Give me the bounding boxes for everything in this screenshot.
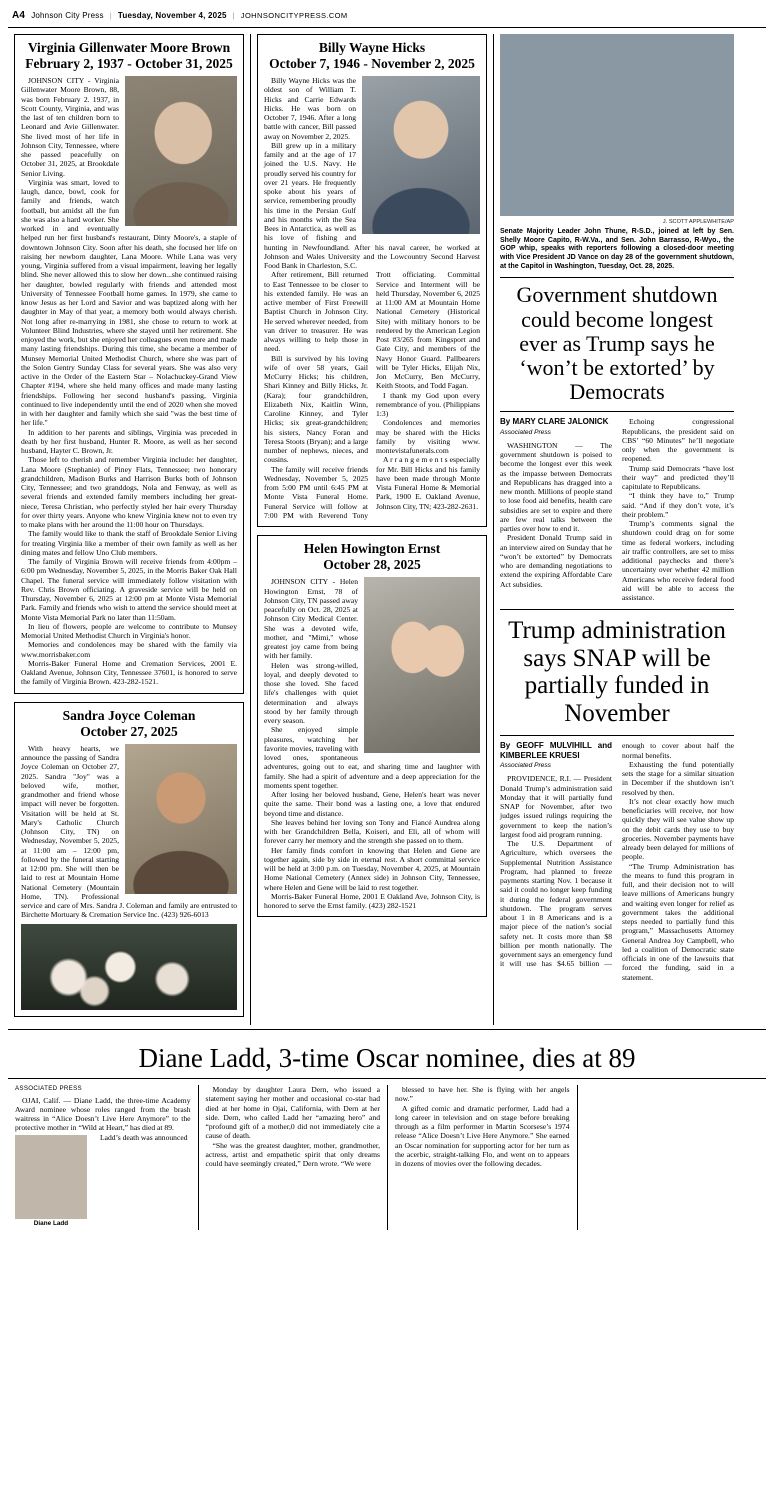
paragraph: With heavy hearts, we announce the passing of Sandra Joyce Coleman on October 27, 2025. Sandra "Joy" was a beloved wife, mother, grandmother and friend whose impact will never be forgotten. Visitation will be held at St. Mary's Catholic Church (Johnson City, TN) on Wednesday, November 5, 2025, at 11:00 am – 12:00 pm, followed by the funeral starting at 12:00 pm. She will then be laid to rest at Mountain Home National Cemetery (Mountain Home, TN). Professional service and care of Mrs. Sandra J. Coleman and family are entrusted to Birchette Mortuary & Cremation Service Inc. (423) 926-6013	[21, 743, 237, 920]
paragraph: The U.S. Department of Agriculture, which oversees the Supplemental Nutrition Assistance Program, had planned to freeze payments starting Nov. 1 because it said it could no longer keep funding it during the federal government shutdown. The program serves about 1 in 8 Americans and is a major piece of the nation’s social safety net. It costs more than $8 billion per month nationally. The government says an emergency fund it will use has $4.65 billion — enough to cover about half the normal benefits.	[500, 741, 734, 969]
news-photo-senate	[500, 34, 734, 216]
article-snap-body	[500, 741, 734, 982]
byline-agency: Associated Press	[500, 762, 551, 770]
byline-author: By GEOFF MULVIHILL and KIMBERLEE KRUESI	[500, 741, 612, 760]
paragraph: WASHINGTON — The government shutdown is poised to become the longest ever this week as the impasse between Democrats and Republicans has dragged into a new month. Millions of people stand to lose food aid benefits, health care subsidies are set to expire and there are few real talks between the parties over how to end it.	[500, 440, 612, 534]
bottom-story-rule	[8, 1029, 766, 1030]
column-middle	[251, 34, 494, 1025]
obituary-body-cont	[21, 428, 237, 687]
paragraph: Billy Wayne Hicks was the oldest son of William T. Hicks and Carrie Edwards Hicks. He was born on October 7, 1946. After a long battle with cancer, Bill passed away on November 2, 2025.	[264, 76, 356, 141]
paragraph: Morris-Baker Funeral Home, 2001 E Oakland Ave, Johnson City, is honored to serve the Ernst family. (423) 282-1521	[264, 891, 480, 911]
obituary-body	[264, 577, 480, 910]
headline-diane-ladd: Diane Ladd, 3-time Oscar nominee, dies at 89	[138, 1042, 636, 1073]
headline-shutdown: Government shutdown could become longest ever as Trump says he ‘won’t be extorted’ by Democrats	[516, 282, 718, 405]
paragraph: President Donald Trump said in an interview aired on Sunday that he “won’t be extorted” by Democrats who are demanding negotiations to extend the expiring Affordable Care Act subsidies.	[500, 533, 612, 589]
masthead-divider-1: |	[109, 11, 112, 20]
paragraph: Her family finds comfort in knowing that Helen and Gene are together again, side by side in eternal rest. A short committal service will be held at 3:00 p.m. on Tuesday, November 4, 2025, at Mountain Home National Cemetery (Annex side) in Johnson City, Tennessee, where Helen and Gene will be laid to rest together.	[264, 845, 480, 892]
paragraph: JOHNSON CITY - Helen Howington Ernst, 78 of Johnson City, TN passed away peacefully on Oct. 28, 2025 at Johnson City Medical Center. She was a devoted wife, mother, and "Mimi," whose greatest joy came from being with her family.	[264, 577, 358, 661]
paragraph: In addition to her parents and siblings, Virginia was preceded in death by her first husband, Hunter R. Moore, as well as her second husband, Hayter C. Brown, Jr.	[21, 427, 237, 456]
paragraph: PROVIDENCE, R.I. — President Donald Trump’s administration said Monday that it will partially fund SNAP for November, after two judges issued rulings requiring the government to keep the nation’s largest food aid program running.	[500, 774, 612, 839]
column-left	[8, 34, 251, 1025]
mugshot-caption: Diane Ladd	[33, 1219, 69, 1227]
column-right	[494, 34, 740, 1025]
obituary-virginia-brown	[14, 34, 244, 694]
obituary-dates: October 27, 2025	[80, 723, 178, 739]
funeral-flowers-photo	[21, 924, 237, 1010]
paragraph: Those left to cherish and remember Virginia include: her daughter, Lana Moore (Stephanie) of Piney Flats, Tennessee; two honorary grandchildren, Madison Burks and Harrison Burks both of Johnson City, Tennessee; and two granddogs, Nola and Fenway, as well as several friends and extended family members including her great-niece, Teresa Christian, who perfectly styled her hair every Thursday for over thirty years. Anyone who knew Virginia knew not to even try to make plans with her around the 11:00 hour on Thursdays.	[21, 455, 237, 530]
paragraph: Helen was strong-willed, loyal, and deeply devoted to those she loved. She faced life's challenges with quiet determination and always stood by her family through every season.	[264, 660, 358, 726]
paragraph: It’s not clear exactly how much beneficiaries will receive, nor how quickly they will see value show up on the debit cards they use to buy groceries. November payments have already been delayed for millions of people.	[622, 796, 734, 862]
paragraph: Echoing congressional Republicans, the president said on CBS’ “60 Minutes” he’ll negotiate only when the government is reopened.	[622, 417, 734, 464]
paragraph: Condolences and memories may be shared with the Hicks family by visiting www. montevistafunerals.com	[376, 418, 480, 456]
paragraph: She enjoyed simple pleasures, watching her favorite movies, traveling with loved ones, spontaneous adventures, going out to eat, and sharing time and laughter with family. She had a spirit of adventure and a deep appreciation for the moments spent together.	[264, 725, 480, 790]
bottom-col-1	[8, 1085, 198, 1230]
paragraph: Memories and condolences may be shared with the family via www.morrisbaker.com	[21, 640, 237, 659]
paragraph: A r r a n g e m e n t s especially for Mr. Bill Hicks and his family have been made through Monte Vista Funeral Home & Memorial Park, 1900 E. Oakland Avenue, Johnson City, TN; 423-282-2631.	[376, 455, 480, 511]
paragraph: OJAI, Calif. — Diane Ladd, the three-time Academy Award nominee whose roles ranged from the brash waitress in “Alice Doesn’t Live Here Anymore” to the protective mother in “Wild at Heart,” has died at 89.	[15, 1095, 191, 1133]
obituary-helen-ernst	[257, 535, 487, 917]
masthead-divider-2: |	[232, 11, 235, 20]
bottom-col-3	[387, 1085, 577, 1230]
byline-agency: Associated Press	[500, 428, 551, 436]
paragraph: After retirement, Bill returned to East Tennessee to be closer to his extended family. He was an active member of First Freewill Baptist Church in Johnson City. He served wherever needed, from van driver to treasurer. He was always willing to help those in need.	[264, 270, 368, 354]
obituary-billy-hicks	[257, 34, 487, 527]
photo-caption: Senate Majority Leader John Thune, R-S.D., joined at left by Sen. Shelly Moore Capito, R-W.Va., and Sen. John Barrasso, R-Wyo., the GOP whip, speaks with reporters following a closed-door meeting with Vice President JD Vance on day 28 of the government shutdown, at the Capitol in Washington, Tuesday, Oct. 28, 2025.	[500, 228, 734, 270]
paragraph: “She was the greatest daughter, mother, grandmother, actress, artist and empathetic spirit that only dreams could have seemingly created,” Dern wrote. “We were	[205, 1140, 380, 1169]
headline-snap: Trump administration says SNAP will be partially funded in November	[508, 617, 726, 727]
paragraph: Exhausting the fund potentially sets the stage for a similar situation in December if the shutdown isn’t resolved by then.	[622, 759, 734, 797]
bottom-headline-rule	[8, 1078, 766, 1079]
article-byline	[500, 417, 612, 437]
obituary-photo-virginia-brown	[125, 76, 237, 226]
section-rule-2	[500, 411, 734, 412]
article-byline	[500, 741, 612, 770]
obituary-dates: February 2, 1937 - October 31, 2025	[25, 56, 233, 72]
paragraph: Virginia was smart, loved to laugh, dance, bowl, cook for family and friends, watch football, but amidst all the fun she was also a hard worker. She worked in and eventually helped run her first husband's restaurant, Dinty Moore's, a staple of downtown Johnson City. Soon after his death, she focused her life on raising her newborn daughter, Lana Moore. While Lana was very young, Virginia suffered from a visual impairment, leaving her legally blind. She never allowed this to slow her down...she continued raising her daughter, bowled regularly with friends and attended most University of Tennessee Football home games. In 1979, she came to know Jesus as her Lord and Savior and was baptized along with her daughter in May of that year, a memory both would always cherish. Not long after re-marrying in 1981, she chose to return to work at Volunteer Blind Industries, where she stayed until her retirement. She enjoyed the work, but she enjoyed her colleagues even more and made many lasting friendships. During this time, she became a member of Munsey Memorial United Methodist Church, where she was part of the Solon Gentry Sunday Class for several years. She was also very active in the Order of the Eastern Star – Nolachuckey-Grand View Chapter #194, where she held many offices and made many lasting friendships. Following her second husband's passing, Virginia continued to live independently until the end of 2020 when she moved in with her daughter and family which she said "was the best time of her life."	[21, 177, 237, 428]
section-rule-4	[500, 735, 734, 736]
paragraph: She leaves behind her loving son Tony and Fiancé Aundrea along with her Grandchildren Bella, Koiseri, and Eli, all of whom will forever carry her memory and the strength she passed on to them.	[264, 817, 480, 846]
obituary-name: Virginia Gillenwater Moore Brown	[27, 40, 231, 55]
masthead	[0, 0, 774, 25]
paragraph: Bill grew up in a military family and at the age of 17 joined the U.S. Navy. He proudly served his country for over 21 years. He frequently spoke about his years of service, remembering proudly his time in the Persian Gulf and his months with the Sea Bees in Antarctica, as well as his love of fishing and hunting in Newfoundland. After his naval career, he worked at Johnson and Wales University and the Lowcountry Second Harvest Food Bank in Charleston, S.C.	[264, 140, 480, 271]
paragraph: Bill is survived by his loving wife of over 58 years, Gail McCurry Hicks; his children, Shari Kinney and Billy Hicks, Jr. (Kara); four grandchildren, Elizabeth Nix, Kaitlin Winn, Caroline Kinney, and Tyler Hicks; six great-grandchildren; his sisters, Nancy Foran and Teresa Stoots (Bryan); and a large number of nephews, nieces, and cousins.	[264, 353, 368, 465]
paragraph: A gifted comic and dramatic performer, Ladd had a long career in television and on stage before breaking through as a film performer in Martin Scorsese’s 1974 release “Alice Doesn’t Live Here Anymore.” She earned an Oscar nomination for supporting actor for her turn as the acerbic, straight-talking Flo, and went on to appears in dozens of movies over the following decades.	[395, 1103, 570, 1169]
obituary-photo-sandra-coleman	[125, 744, 237, 894]
obituary-dates: October 28, 2025	[323, 557, 421, 573]
issue-date: Tuesday, November 4, 2025	[117, 11, 227, 20]
bottom-story-columns	[8, 1085, 766, 1230]
obituary-name: Billy Wayne Hicks	[318, 40, 426, 55]
obituary-photo-helen-ernst	[364, 577, 480, 753]
masthead-rule	[8, 27, 766, 28]
paragraph: After losing her beloved husband, Gene, Helen's heart was never quite the same. Their bond was a lasting one, a love that endured beyond time and distance.	[264, 790, 480, 818]
paragraph: blessed to have her. She is flying with her angels now.”	[395, 1085, 570, 1104]
paragraph: Ladd’s death was announced	[100, 1132, 188, 1142]
paragraph: Morris-Baker Funeral Home and Cremation Services, 2001 E. Oakland Avenue, Johnson City, Tennessee 37601, is honored to serve the family of Virginia Brown. 423-282-1521.	[21, 658, 237, 687]
obituary-body	[21, 744, 237, 920]
byline-author: By MARY CLARE JALONICK	[500, 417, 609, 427]
article-shutdown-body	[500, 417, 734, 602]
obituary-body-cols	[264, 270, 480, 520]
section-rule-3	[500, 609, 734, 610]
photo-credit: J. SCOTT APPLEWHITE/AP	[662, 219, 734, 225]
paragraph: I thank my God upon every remembrance of you. (Philippians 1:3)	[376, 390, 480, 419]
paragraph: In lieu of flowers, people are welcome to contribute to Munsey Memorial United Methodist Church in Virginia's honor.	[21, 621, 237, 641]
bottom-story	[0, 1036, 774, 1231]
story-source: ASSOCIATED PRESS	[15, 1085, 82, 1093]
paragraph: “I think they have to,” Trump said. “And if they don’t vote, it’s their problem.”	[622, 491, 734, 519]
bottom-col-2	[198, 1085, 388, 1230]
obituary-name: Helen Howington Ernst	[303, 541, 441, 557]
paragraph: The family will receive friends Wednesday, November 5, 2025 from 5:00 PM until 6:45 PM at Monte Vista Funeral Home. Funeral Service will follow at 7:00 PM with Reverend Tony Trott officiating. Committal Service and Interment will be held Thursday, November 6, 2025 at 11:00 AM at Mountain Home National Cemetery (Historical Site) with military honors to be rendered by the American Legion Post #3/265 from Kingsport and Gate City, and members of the Navy Honor Guard. Pallbearers will be Tyler Hicks, Elijah Nix, Jon McCurry, Ben McCurry, Keith Stoots, and Todd Fagan.	[264, 270, 480, 520]
paragraph: Trump said Democrats “have lost their way” and predicted they’ll capitulate to Republicans.	[622, 463, 734, 492]
paragraph: Trump’s comments signal the shutdown could drag on for some time as federal workers, including air traffic controllers, are set to miss additional paychecks and there’s uncertainty over whether 42 million Americans who receive federal food aid will be able to access the assistance.	[622, 519, 734, 603]
website-url: JOHNSONCITYPRESS.COM	[240, 11, 348, 20]
paragraph: Monday by daughter Laura Dern, who issued a statement saying her mother and occasional co-star had died at her home in Ojai, California, with Dern at her side. Dern, who called Ladd her “amazing hero” and “profound gift of a mother,0 did not immediately cite a cause of death.	[205, 1085, 380, 1141]
paragraph: The family of Virginia Brown will receive friends from 4:00pm – 6:00 pm Wednesday, November 5, 2025, in the Morris Baker Oak Hall Chapel. The funeral service will immediately follow visitation with Rev. Chris Brown officiating. A graveside service will be held on Thursday, November 6, 2025 at 12:00 pm at Monte Vista Memorial Park. Family and friends who wish to attend the service should meet at Monte Vista Memorial Park no later than 11:50am.	[21, 557, 237, 622]
obituary-body	[264, 76, 480, 270]
mugshot-diane-ladd	[15, 1135, 87, 1219]
page-folio: A4	[12, 10, 26, 21]
bottom-col-4	[577, 1085, 767, 1230]
obituary-sandra-coleman	[14, 702, 244, 1017]
obituary-name: Sandra Joyce Coleman	[62, 707, 196, 723]
obituary-photo-billy-hicks	[362, 76, 480, 234]
main-grid	[0, 34, 774, 1025]
publication-name: Johnson City Press	[31, 11, 104, 20]
section-rule-1	[500, 277, 734, 278]
obituary-dates: October 7, 1946 - November 2, 2025	[269, 56, 475, 72]
obituary-body	[21, 76, 237, 428]
paragraph: The family would like to thank the staff of Brookdale Senior Living for treating Virginia like a member of their own family as well as her dining mates and fellow Uno Club members.	[21, 529, 237, 557]
paragraph: “The Trump Administration has the means to fund this program in full, and their decision not to will leave millions of Americans hungry and waiting even longer for relief as government takes the additional steps needed to partially fund this program,” Massachusetts Attorney General Andrea Joy Campbell, who led a coalition of Democratic state officials in one of the lawsuits that forced the funding, said in a statement.	[622, 861, 734, 982]
paragraph: JOHNSON CITY - Virginia Gillenwater Moore Brown, 88, was born February 2. 1937, in Scott County, Virginia, and was the last of ten children born to Leonard and Avie Gillenwater. She lived most of her life in Johnson City, Tennessee, where she passed peacefully on October 31, 2025, at Brookdale Senior Living.	[21, 76, 119, 178]
